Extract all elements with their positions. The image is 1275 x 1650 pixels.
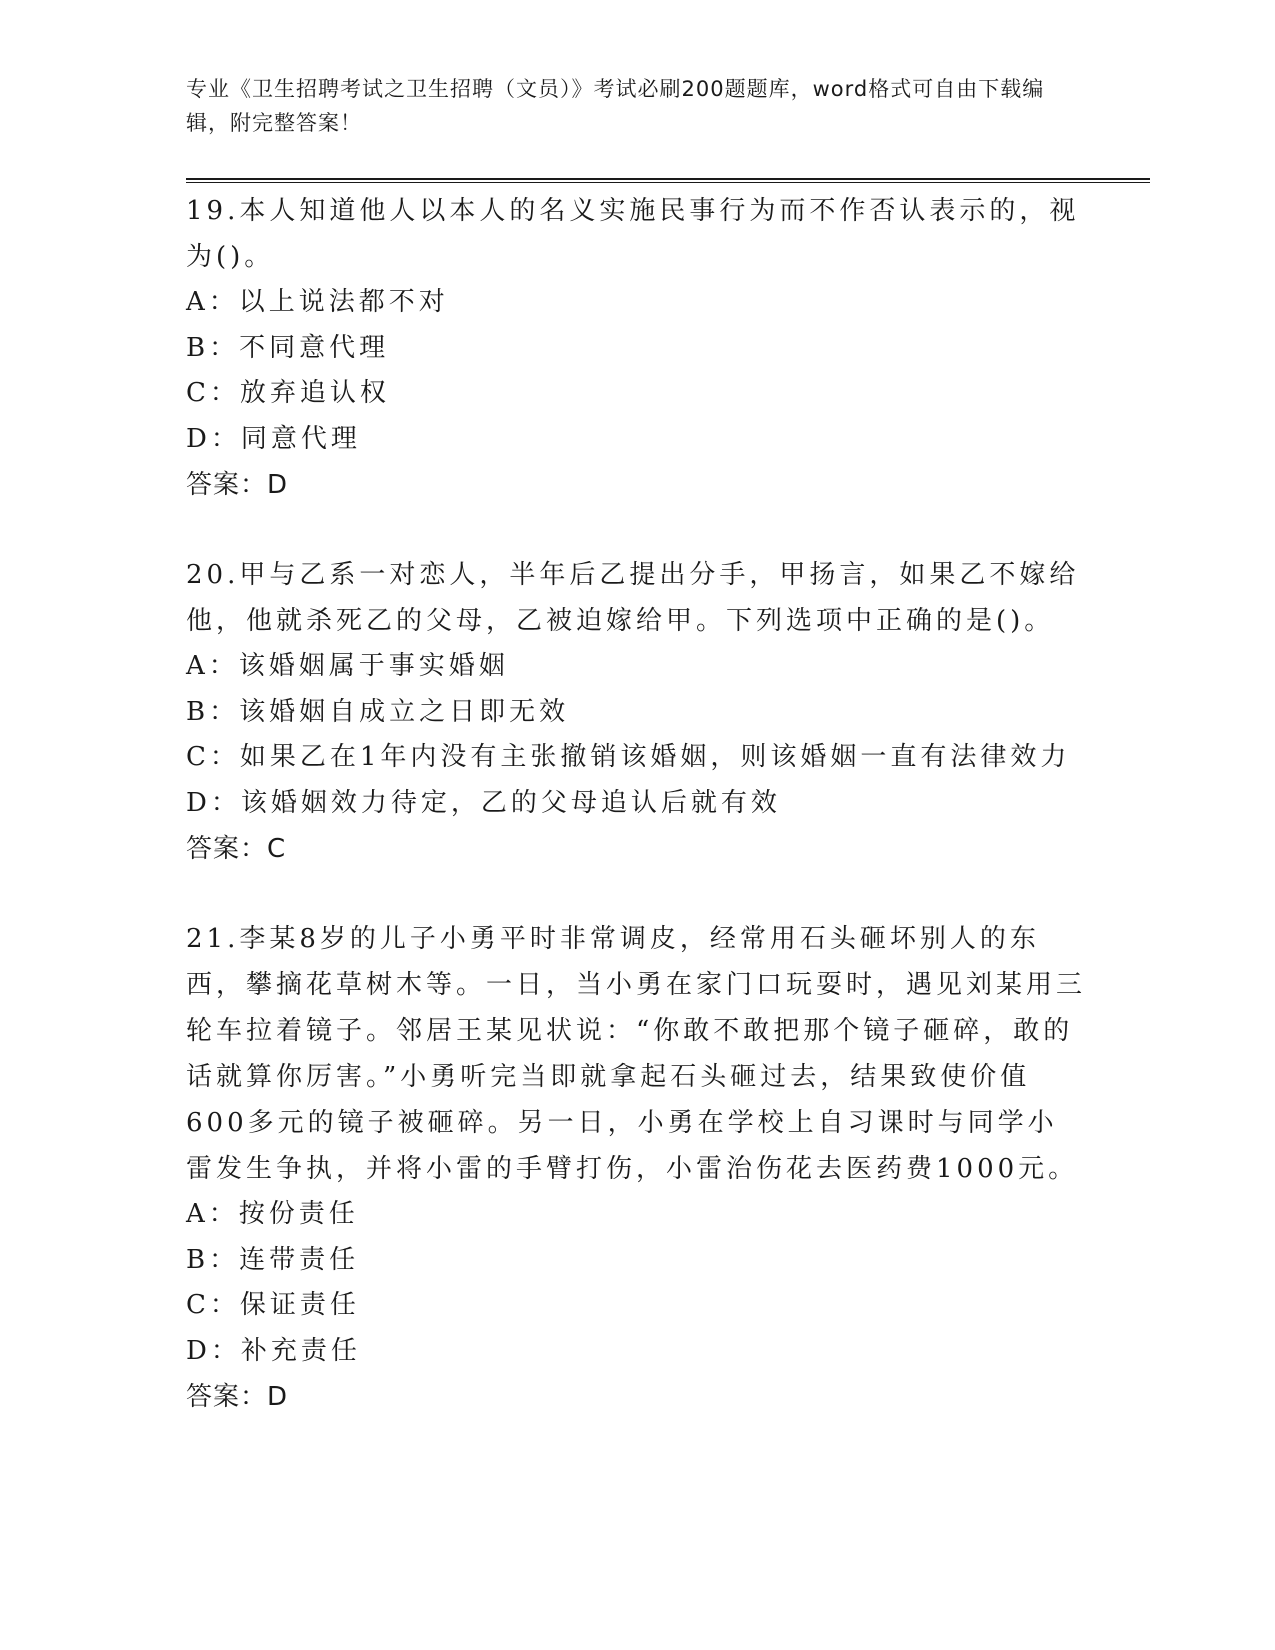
- answer-line: 答案：C: [186, 834, 287, 864]
- option-d: D：同意代理: [186, 423, 361, 454]
- option-b: B：连带责任: [186, 1244, 360, 1275]
- option-a: A：该婚姻属于事实婚姻: [186, 651, 509, 681]
- question-19: [186, 188, 1086, 508]
- option-a: A：以上说法都不对: [186, 287, 449, 317]
- option-c: C：如果乙在1年内没有主张撤销该婚姻，则该婚姻一直有法律效力: [186, 742, 1071, 772]
- answer-line: 答案：D: [186, 470, 289, 500]
- option-b: B：该婚姻自成立之日即无效: [186, 696, 570, 727]
- option-c: C：保证责任: [186, 1290, 360, 1320]
- option-d: D：补充责任: [186, 1335, 361, 1366]
- question-stem: 20.甲与乙系一对恋人，半年后乙提出分手，甲扬言，如果乙不嫁给他，他就杀死乙的父母，乙被迫嫁给甲。下列选项中正确的是()。: [186, 560, 1080, 636]
- option-c: C：放弃追认权: [186, 378, 390, 408]
- question-stem: 21.李某8岁的儿子小勇平时非常调皮，经常用石头砸坏别人的东西，攀摘花草树木等。一日，当小勇在家门口玩耍时，遇见刘某用三轮车拉着镜子。邻居王某见状说：“你敢不敢把那个镜子砸碎，敢的话就算你厉害。”小勇听完当即就拿起石头砸过去，结果致使价值600多元的镜子被砸碎。另一日，小勇在学校上自习课时与同学小雷发生争执，并将小雷的手臂打伤，小雷治伤花去医药费1000元。: [186, 924, 1087, 1184]
- answer-line: 答案：D: [186, 1382, 289, 1412]
- header-divider: [186, 178, 1150, 183]
- option-b: B：不同意代理: [186, 332, 390, 363]
- option-a: A：按份责任: [186, 1199, 359, 1229]
- question-20: [186, 552, 1086, 872]
- document-header: 专业《卫生招聘考试之卫生招聘（文员）》考试必刷200题题库，word格式可自由下载编辑，附完整答案！: [186, 77, 1045, 135]
- question-stem: 19.本人知道他人以本人的名义实施民事行为而不作否认表示的，视为()。: [186, 196, 1080, 272]
- option-d: D：该婚姻效力待定，乙的父母追认后就有效: [186, 787, 781, 818]
- question-21: [186, 916, 1086, 1420]
